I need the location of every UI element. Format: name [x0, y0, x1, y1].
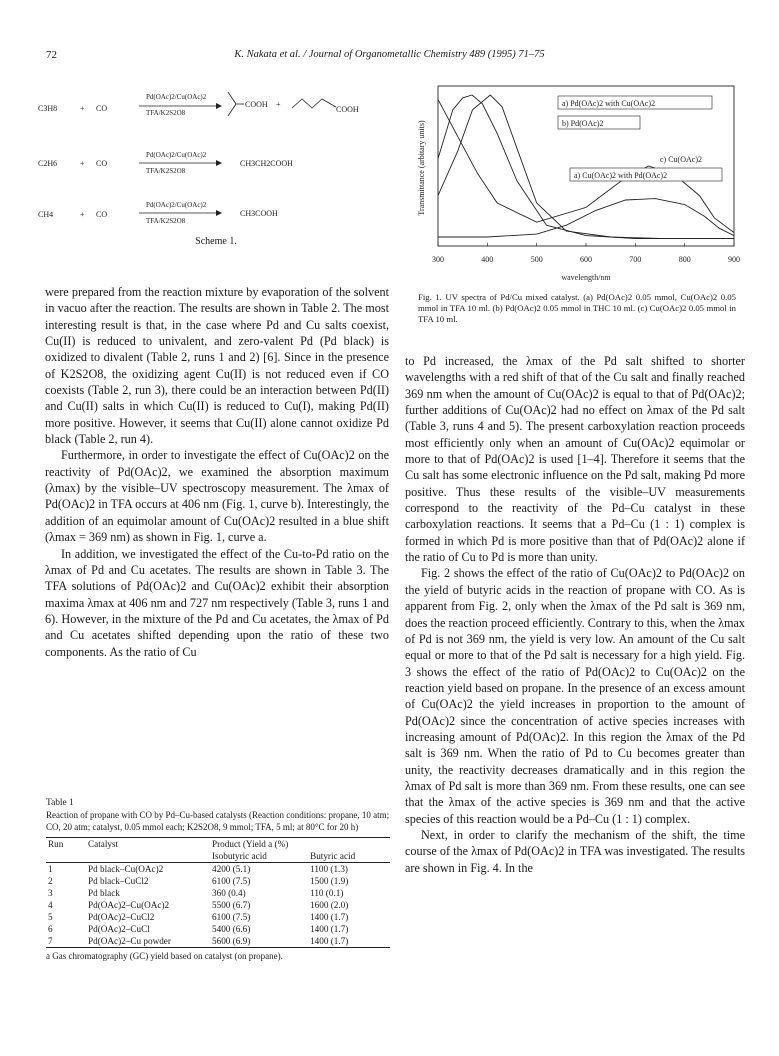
table-1-grid	[46, 837, 390, 948]
table-1	[46, 798, 390, 961]
col-header-run: Run	[46, 838, 86, 851]
right-paragraph-1: to Pd increased, the λmax of the Pd salt shifted to shorter wavelengths with a red shift of that of the Cu salt and finally reached 369 nm when the amount of Cu(OAc)2 is equal to that of Pd(OAc)2; further additions of Cu(OAc)2 had no effect on λmax of the Pd salt (Table 3, runs 4 and 5). The present carboxylation reaction proceeds most efficiently only when an amount of Cu(OAc)2 equimolar or more to that of Pd(OAc)2 is used [1–4]. Therefore it seems that the Cu salt has some electronic influence on the Pd salt, making Pd more positive. Thus these results of the visible–UV measurements correspond to the reactivity of the Pd–Cu catalyst in these carboxylation reactions. It seems that a Pd–Cu (1 : 1) complex is formed in which Pd is more positive than that of Pd(OAc)2 alone if the ratio of Cu to Pd is more than unity.	[405, 354, 745, 565]
x-axis-label: wavelength/nm	[561, 273, 611, 282]
series-line-3	[438, 199, 734, 237]
scheme-plus-1: +	[80, 104, 85, 113]
table-row	[46, 935, 390, 948]
scheme-product-3: CH3COOH	[240, 209, 278, 218]
table-cell-but: 1400 (1.7)	[310, 912, 349, 922]
table-cell-run: 7	[46, 935, 86, 948]
table-cell-catalyst: Pd(OAc)2–Cu powder	[86, 935, 210, 948]
table-cell-iso: 5600 (6.9)	[210, 935, 308, 948]
left-column	[45, 284, 389, 660]
x-tick-label: 700	[629, 255, 642, 264]
y-axis-label: Transmittance (arbitary units)	[417, 120, 426, 216]
table-cell-iso: 5400 (6.6)	[212, 924, 251, 934]
table-1-title: Table 1	[46, 798, 74, 808]
scheme-plus-3: +	[80, 210, 85, 219]
scheme-product-1a: COOH	[245, 100, 268, 109]
scheme-catalyst-top-3: Pd(OAc)2/Cu(OAc)2	[146, 201, 207, 209]
table-cell-run: 4	[48, 900, 53, 910]
scheme-co-3: CO	[96, 210, 108, 219]
table-cell-iso: 360 (0.4)	[212, 888, 246, 898]
x-tick-label: 600	[580, 255, 592, 264]
right-paragraph-3: Next, in order to clarify the mechanism of the shift, the time course of the λmax of Pd(OAc)2 in TFA was investigated. The results are shown in Fig. 4. In the	[405, 827, 745, 875]
table-cell-but: 1500 (1.9)	[310, 876, 349, 886]
scheme-catalyst-bottom-1: TFA/K2S2O8	[146, 109, 186, 117]
table-row	[46, 899, 390, 911]
table-row	[46, 863, 390, 876]
col-header-product: Product (Yield a (%)	[210, 838, 390, 851]
table-cell-but: 1100 (1.3)	[310, 864, 348, 874]
right-paragraph-2: Fig. 2 shows the effect of the ratio of Cu(OAc)2 to Pd(OAc)2 on the yield of butyric acids in the reaction of propane with CO. As is apparent from Fig. 2, only when the λmax of the Pd salt is 369 nm, does the reaction proceed efficiently. Contrary to this, when the λmax of Pd is not 369 nm, the yield is very low. An amount of the Cu salt equal or more to that of the Pd salt is necessary for a high yield. Fig. 3 shows the effect of the ratio of Pd(OAc)2 to Cu(OAc)2 on the reaction yield based on propane. In the presence of an excess amount of Cu(OAc)2 the yield increases in proportion to the amount of Pd(OAc)2 since the concentration of active species increases with increasing amount of Pd(OAc)2. In this region the λmax of the Pd salt is 369 nm. When the ratio of Pd to Cu becomes greater than unity, the reactivity decreases dramatically and in this region the λmax of Pd salt is more than 369 nm. From these results, one can see that the λmax of the active species is 369 nm and that the active species of this reaction would be a Pd–Cu (1 : 1) complex.	[405, 566, 745, 826]
table-cell-iso: 6100 (7.5)	[212, 912, 251, 922]
running-head: K. Nakata et al. / Journal of Organometallic Chemistry 489 (1995) 71–75	[234, 49, 545, 60]
table-1-caption: Reaction of propane with CO by Pd–Cu-based catalysts (Reaction conditions: propane, 10 atm; CO, 20 atm; catalyst, 0.05 mmol each; K2S2O8, 9 mmol; TFA, 5 ml; at 80°C for 20 h)	[46, 810, 390, 832]
table-cell-catalyst: Pd(OAc)2–Cu(OAc)2	[88, 900, 170, 910]
table-cell-iso: 4200 (5.1)	[212, 864, 251, 874]
scheme-reactant-1: C3H8	[38, 104, 58, 113]
scheme-plus-1b: +	[276, 100, 281, 109]
scheme-catalyst-top-1: Pd(OAc)2/Cu(OAc)2	[146, 93, 207, 101]
table-cell-catalyst: Pd(OAc)2–CuCl	[88, 924, 150, 934]
scheme-product-1b: COOH	[336, 105, 359, 114]
left-paragraph-1: were prepared from the reaction mixture by evaporation of the solvent in vacuo after the reaction. The results are shown in Table 2. The most interesting result is that, in the case where Pd and Cu salts coexist, Cu(II) is reduced to univalent, and zero-valent Pd (Pd black) is oxidized to divalent (Table 2, runs 1 and 2) [6]. Since in the presence of K2S2O8, the oxidizing agent Cu(II) is not reduced even if CO coexists (Table 2, run 3), there could be an interaction between Pd(II) and Cu(II) salts in which Cu(II) is reduced to Cu(I), making Pd(II) more positive. However, it seems that Cu(II) alone cannot oxidize Pd black (Table 2, run 4).	[45, 285, 389, 447]
table-row	[46, 887, 390, 899]
table-cell-but: 1400 (1.7)	[310, 924, 349, 934]
scheme-reactant-2: C2H6	[38, 159, 58, 168]
table-cell-run: 1	[48, 864, 53, 874]
table-row	[46, 923, 390, 935]
col-header-isobutyric: Isobutyric acid	[210, 850, 308, 863]
left-paragraph-2: Furthermore, in order to investigate the effect of Cu(OAc)2 on the reactivity of Pd(OAc)2, we examined the absorption maximum (λmax) by the visible–UV spectroscopy measurement. The λmax of Pd(OAc)2 in TFA occurs at 406 nm (Fig. 1, curve b). Interestingly, the addition of an equimolar amount of Cu(OAc)2 resulted in a blue shift (λmax = 369 nm) as shown in Fig. 1, curve a.	[45, 448, 389, 545]
table-1-footnote: a Gas chromatography (GC) yield based on catalyst (on propane).	[46, 951, 283, 961]
table-cell-catalyst: Pd black	[88, 888, 120, 898]
x-tick-label: 300	[432, 255, 444, 264]
table-cell-catalyst: Pd(OAc)2–CuCl2	[88, 912, 155, 922]
table-cell-run: 3	[48, 888, 53, 898]
table-row	[46, 911, 390, 923]
x-tick-label: 500	[530, 255, 543, 264]
table-cell-but: 1400 (1.7)	[308, 935, 390, 948]
butyric-skeleton	[292, 99, 336, 108]
series-label-a-pd: a) Pd(OAc)2 with Cu(OAc)2	[562, 99, 656, 108]
table-cell-iso: 5500 (6.7)	[212, 900, 251, 910]
right-column	[405, 353, 745, 876]
table-cell-but: 1600 (2.0)	[310, 900, 349, 910]
series-label-c: c) Cu(OAc)2	[660, 155, 702, 164]
series-label-a-cu: a) Cu(OAc)2 with Pd(OAc)2	[574, 171, 668, 180]
table-cell-catalyst: Pd black–CuCl2	[88, 876, 149, 886]
table-cell-run: 2	[48, 876, 53, 886]
plot-frame	[438, 86, 734, 246]
scheme-caption: Scheme 1.	[195, 236, 237, 247]
scheme-drawing	[36, 82, 396, 232]
series-label-b: b) Pd(OAc)2	[562, 119, 604, 128]
figure-1-caption: Fig. 1. UV spectra of Pd/Cu mixed catalyst. (a) Pd(OAc)2 0.05 mmol, Cu(OAc)2 0.05 mmol in TFA 10 ml. (b) Pd(OAc)2 0.05 mmol in THC 10 ml. (c) Cu(OAc)2 0.05 mmol in TFA 10 ml.	[418, 292, 736, 324]
uv-spectra-chart	[410, 78, 740, 288]
scheme-catalyst-bottom-3: TFA/K2S2O8	[146, 217, 186, 225]
scheme-product-2: CH3CH2COOH	[240, 159, 293, 168]
scheme-plus-2: +	[80, 159, 85, 168]
scheme-1	[36, 82, 396, 252]
table-row	[46, 875, 390, 887]
table-cell-but: 110 (0.1)	[310, 888, 344, 898]
col-header-butyric: Butyric acid	[308, 850, 390, 863]
left-paragraph-3: In addition, we investigated the effect of the Cu-to-Pd ratio on the λmax of Pd and Cu acetates. The results are shown in Table 3. The TFA solutions of Pd(OAc)2 and Cu(OAc)2 exhibit their absorption maxima λmax at 406 nm and 727 nm respectively (Table 3, runs 1 and 6). However, in the mixture of the Pd and Cu acetates, the λmax of Pd and Cu acetates shifted depending upon the ratio of these two components. As the ratio of Cu	[45, 546, 389, 659]
scheme-co-1: CO	[96, 104, 108, 113]
scheme-reactant-3: CH4	[38, 210, 54, 219]
col-header-catalyst: Catalyst	[86, 838, 210, 851]
x-tick-label: 800	[678, 255, 691, 264]
scheme-catalyst-bottom-2: TFA/K2S2O8	[146, 167, 186, 175]
scheme-catalyst-top-2: Pd(OAc)2/Cu(OAc)2	[146, 151, 207, 159]
table-cell-run: 6	[48, 924, 53, 934]
table-cell-catalyst: Pd black–Cu(OAc)2	[88, 864, 164, 874]
scheme-co-2: CO	[96, 159, 108, 168]
table-cell-run: 5	[48, 912, 53, 922]
isobutyric-skeleton	[228, 92, 236, 116]
scheme-arrowhead-1	[216, 103, 222, 109]
x-tick-label: 900	[728, 255, 740, 264]
page-number: 72	[46, 49, 57, 61]
table-cell-iso: 6100 (7.5)	[212, 876, 251, 886]
x-tick-label: 400	[481, 255, 494, 264]
